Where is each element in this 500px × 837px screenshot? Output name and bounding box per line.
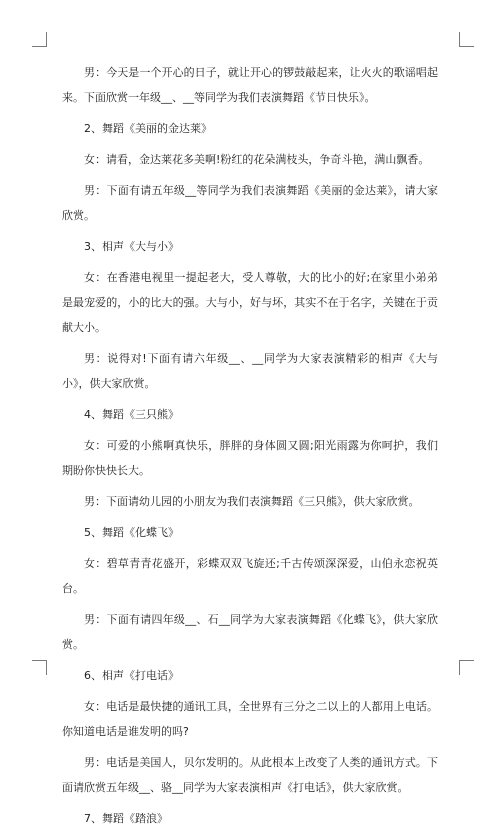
paragraph: 女：碧草青青花盛开，彩蝶双双飞旋还;千古传颂深深爱，山伯永恋祝英台。: [62, 557, 438, 595]
paragraph: 女：在香港电视里一提起老大，受人尊敬，大的比小的好;在家里小弟弟是最宠爱的，小的比大的强。大与小，好与坏，其实不在于名字，关键在于贡献大小。: [62, 271, 438, 334]
section-heading: 3、相声《大与小》: [84, 240, 179, 253]
paragraph: 男：下面请幼儿园的小朋友为我们表演舞蹈《三只熊》，供大家欣赏。: [84, 495, 420, 508]
section-heading: 2、舞蹈《美丽的金达莱》: [84, 122, 212, 135]
section-heading: 5、舞蹈《化蝶飞》: [84, 526, 179, 539]
section-heading: 6、相声《打电话》: [84, 669, 179, 682]
document-body: [62, 60, 438, 837]
paragraph: 男：下面有请四年级__、石__同学为大家表演舞蹈《化蝶飞》，供大家欣赏。: [62, 613, 438, 651]
page-corner-mark-top-right: [459, 32, 474, 47]
paragraph: 男：下面有请五年级__等同学为我们表演舞蹈《美丽的金达莱》，请大家欣赏。: [62, 184, 438, 222]
paragraph: 女：请看，金达莱花多美啊!粉红的花朵满枝头，争奇斗艳，满山飘香。: [84, 153, 430, 166]
page-corner-mark-bottom-left: [32, 660, 47, 675]
paragraph: 女：可爱的小熊啊真快乐，胖胖的身体圆又圆;阳光雨露为你呵护，我们期盼你快快长大。: [62, 439, 438, 477]
paragraph: 男：今天是一个开心的日子，就让开心的锣鼓敲起来，让火火的歌谣唱起来。下面欣赏一年级__、__等同学为我们表演舞蹈《节日快乐》。: [62, 66, 438, 104]
section-heading: 4、舞蹈《三只熊》: [84, 408, 179, 421]
page-corner-mark-bottom-right: [459, 660, 474, 675]
paragraph: 女：电话是最快捷的通讯工具，全世界有三分之二以上的人都用上电话。你知道电话是谁发明的吗?: [62, 700, 438, 738]
section-heading: 7、舞蹈《踏浪》: [84, 812, 168, 825]
page-corner-mark-top-left: [32, 32, 47, 47]
paragraph: 男：电话是美国人，贝尔发明的。从此根本上改变了人类的通讯方式。下面请欣赏五年级__、骆__同学为大家表演相声《打电话》，供大家欣赏。: [62, 756, 438, 794]
paragraph: 男：说得对!下面有请六年级__、__同学为大家表演精彩的相声《大与小》，供大家欣赏。: [62, 352, 438, 390]
